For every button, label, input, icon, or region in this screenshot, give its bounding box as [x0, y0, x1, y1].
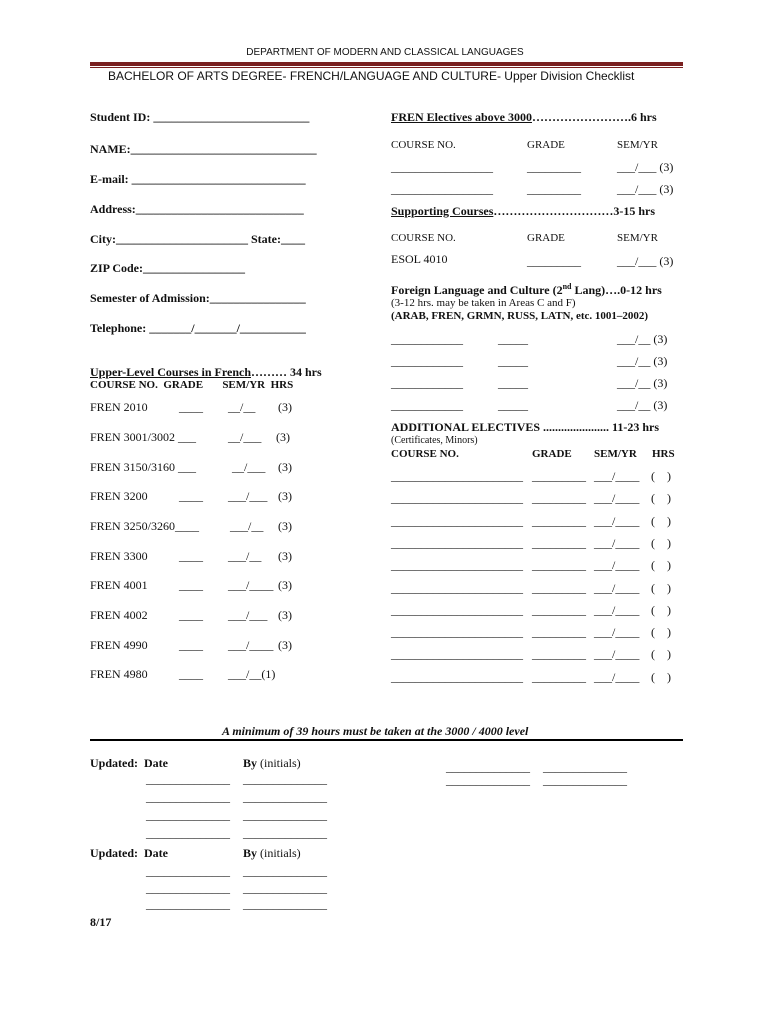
- by-text: By: [243, 846, 258, 860]
- col-hrs: HRS: [652, 448, 675, 460]
- col-grade: GRADE: [527, 232, 565, 244]
- grade-blank[interactable]: _________: [532, 469, 586, 483]
- date-blank[interactable]: ______________: [146, 864, 230, 878]
- fren-electives-title: [391, 110, 657, 125]
- hours: (3): [276, 430, 290, 444]
- header-accent-rule: [90, 62, 683, 66]
- course-no-blank[interactable]: ____________: [391, 332, 463, 346]
- col-sem-yr: SEM/YR: [617, 232, 658, 244]
- col-course-no: COURSE NO.: [391, 448, 459, 460]
- sem-yr-blank[interactable]: ___/___ (3): [617, 182, 674, 196]
- course-no: FREN 4990: [90, 638, 148, 652]
- course-no: FREN 3300: [90, 549, 148, 563]
- grade-blank[interactable]: _________: [532, 558, 586, 572]
- hours: (3): [278, 519, 292, 533]
- grade-blank[interactable]: _________: [532, 670, 586, 684]
- grade-blank[interactable]: _________: [527, 182, 581, 196]
- course-no-blank[interactable]: ______________________: [391, 603, 523, 617]
- hours-blank[interactable]: ( ): [651, 514, 671, 528]
- supporting-courses-title: [391, 204, 655, 219]
- department-heading: DEPARTMENT OF MODERN AND CLASSICAL LANGUAGES: [246, 47, 524, 58]
- initials-blank[interactable]: ______________: [243, 808, 327, 822]
- grade-blank[interactable]: _________: [532, 491, 586, 505]
- course-no-blank[interactable]: ______________________: [391, 647, 523, 661]
- city-state-field[interactable]: City:______________________ State:____: [90, 232, 305, 246]
- col-course-no: COURSE NO.: [391, 139, 456, 151]
- hours: (3): [278, 578, 292, 592]
- hours-blank[interactable]: ( ): [651, 625, 671, 639]
- grade-blank[interactable]: ____: [179, 400, 203, 414]
- hours: (3): [278, 489, 292, 503]
- hours-blank[interactable]: ( ): [651, 558, 671, 572]
- sem-yr-blank[interactable]: ___/__ (3): [617, 376, 668, 390]
- sem-yr-blank[interactable]: ___/__ (3): [617, 398, 668, 412]
- initials-blank[interactable]: ______________: [543, 773, 627, 787]
- course-no-blank[interactable]: ______________________: [391, 670, 523, 684]
- header-thin-rule: [90, 67, 683, 68]
- hours: (3): [278, 549, 292, 563]
- date-blank[interactable]: ______________: [446, 773, 530, 787]
- initials-blank[interactable]: ______________: [243, 826, 327, 840]
- sem-yr-blank[interactable]: __/__: [228, 400, 256, 414]
- semester-admission-field[interactable]: Semester of Admission:________________: [90, 291, 306, 305]
- sem-yr-blank[interactable]: ___/__ (3): [617, 332, 668, 346]
- foreign-language-note: (3-12 hrs. may be taken in Areas C and F): [391, 297, 576, 309]
- date-blank[interactable]: ______________: [146, 826, 230, 840]
- date-blank[interactable]: ______________: [146, 897, 230, 911]
- course-no: ESOL 4010: [391, 252, 448, 266]
- sem-yr-blank[interactable]: __/___: [228, 430, 262, 444]
- updated-text: Updated:: [90, 846, 139, 860]
- sem-yr-blank[interactable]: ___/____: [594, 514, 640, 528]
- upper-level-columns: COURSE NO. GRADE SEM/YR HRS: [90, 379, 294, 391]
- sem-yr-blank[interactable]: ___/____: [594, 603, 640, 617]
- date-blank[interactable]: ______________: [146, 772, 230, 786]
- updated-label: [90, 756, 168, 771]
- sem-yr-blank[interactable]: ___/___: [228, 489, 268, 503]
- initials-blank[interactable]: ______________: [243, 897, 327, 911]
- grade-blank[interactable]: ____: [179, 489, 203, 503]
- grade-blank[interactable]: ____: [179, 638, 203, 652]
- course-no-blank[interactable]: _________________: [391, 182, 493, 196]
- course-no-blank[interactable]: ______________________: [391, 558, 523, 572]
- grade-blank[interactable]: ____: [179, 549, 203, 563]
- foreign-language-title-a: Foreign Language and Culture (2: [391, 283, 563, 297]
- sem-yr-blank[interactable]: ___/__(1): [228, 667, 276, 681]
- updated-text: Updated:: [90, 756, 139, 770]
- course-no-blank[interactable]: ______________________: [391, 625, 523, 639]
- sem-yr-blank[interactable]: ___/___ (3): [617, 254, 674, 268]
- grade-blank[interactable]: _________: [527, 160, 581, 174]
- date-blank[interactable]: ______________: [146, 790, 230, 804]
- sem-yr-blank[interactable]: ___/____: [594, 469, 640, 483]
- address-field[interactable]: Address:____________________________: [90, 202, 304, 216]
- hours-blank[interactable]: ( ): [651, 469, 671, 483]
- grade-blank[interactable]: _____: [498, 354, 528, 368]
- grade-blank[interactable]: _________: [532, 647, 586, 661]
- hours-blank[interactable]: ( ): [651, 647, 671, 661]
- upper-level-title-hours: ……… 34 hrs: [251, 365, 322, 379]
- course-no-blank[interactable]: ____________: [391, 376, 463, 390]
- initials-blank[interactable]: ______________: [243, 864, 327, 878]
- col-grade: GRADE: [532, 448, 572, 460]
- hours: (3): [278, 638, 292, 652]
- by-label-2: [243, 846, 301, 861]
- hours-blank[interactable]: ( ): [651, 581, 671, 595]
- hours-blank[interactable]: ( ): [651, 670, 671, 684]
- sem-yr-blank[interactable]: ___/___ (3): [617, 160, 674, 174]
- sem-yr-blank[interactable]: ___/____: [594, 558, 640, 572]
- hours-blank[interactable]: ( ): [651, 491, 671, 505]
- telephone-field[interactable]: Telephone: _______/_______/___________: [90, 321, 306, 335]
- sem-yr-blank[interactable]: ___/____: [594, 670, 640, 684]
- course-no-blank[interactable]: ______________________: [391, 469, 523, 483]
- course-no-blank[interactable]: ____________: [391, 354, 463, 368]
- grade-blank[interactable]: _____: [498, 332, 528, 346]
- grade-blank[interactable]: _________: [532, 603, 586, 617]
- col-sem-yr: SEM/YR: [617, 139, 658, 151]
- grade-blank[interactable]: _________: [532, 581, 586, 595]
- grade-blank[interactable]: _________: [532, 514, 586, 528]
- grade-blank[interactable]: _________: [532, 536, 586, 550]
- form-date-code: 8/17: [90, 915, 112, 929]
- foreign-language-title-sup: nd: [562, 282, 572, 291]
- fren-electives-title-hours: …………………….6 hrs: [531, 110, 657, 124]
- col-grade: GRADE: [527, 139, 565, 151]
- foreign-language-title-b: Lang)….0-12 hrs: [571, 283, 662, 297]
- upper-level-title-main: Upper-Level Courses in French: [90, 365, 251, 379]
- foreign-language-title: [391, 282, 662, 298]
- col-sem-yr: SEM/YR: [594, 448, 637, 460]
- initials-blank[interactable]: ______________: [243, 881, 327, 895]
- sem-yr-blank[interactable]: __/___: [232, 460, 266, 474]
- fren-electives-title-main: FREN Electives above 3000: [391, 110, 532, 124]
- grade-blank[interactable]: ____: [179, 608, 203, 622]
- course-no: FREN 3001/3002 ___: [90, 430, 197, 444]
- supporting-courses-title-hours: …………………………3-15 hrs: [493, 204, 656, 218]
- date-label: Date: [144, 756, 169, 770]
- date-blank[interactable]: ______________: [146, 808, 230, 822]
- course-no-blank[interactable]: ______________________: [391, 514, 523, 528]
- date-label: Date: [144, 846, 169, 860]
- course-no-blank[interactable]: _________________: [391, 160, 493, 174]
- initials-text: (initials): [260, 756, 301, 770]
- sem-yr-blank[interactable]: ___/____: [594, 491, 640, 505]
- initials-text: (initials): [260, 846, 301, 860]
- course-no: FREN 3250/3260____: [90, 519, 200, 533]
- course-no: FREN 3200: [90, 489, 148, 503]
- course-no: FREN 4002: [90, 608, 148, 622]
- initials-blank[interactable]: ______________: [243, 790, 327, 804]
- course-no-blank[interactable]: ______________________: [391, 581, 523, 595]
- grade-blank[interactable]: _________: [532, 625, 586, 639]
- course-no-blank[interactable]: ______________________: [391, 536, 523, 550]
- grade-blank[interactable]: ____: [179, 667, 203, 681]
- date-blank[interactable]: ______________: [146, 881, 230, 895]
- initials-blank[interactable]: ______________: [243, 772, 327, 786]
- note-rule: [90, 739, 683, 741]
- sem-yr-blank[interactable]: ___/____: [228, 638, 274, 652]
- email-field[interactable]: E-mail: _____________________________: [90, 172, 306, 186]
- initials-blank[interactable]: ______________: [543, 760, 627, 774]
- minimum-hours-note: A minimum of 39 hours must be taken at the 3000 / 4000 level: [222, 724, 529, 738]
- course-no-blank[interactable]: ____________: [391, 398, 463, 412]
- additional-electives-title: ADDITIONAL ELECTIVES ...................... 11-23 hrs: [391, 420, 660, 434]
- student-id-field[interactable]: Student ID: __________________________: [90, 110, 310, 124]
- hours: (3): [278, 400, 292, 414]
- course-no: FREN 4980: [90, 667, 148, 681]
- page-title: BACHELOR OF ARTS DEGREE- FRENCH/LANGUAGE AND CULTURE- Upper Division Checklist: [108, 69, 635, 83]
- sem-yr-blank[interactable]: ___/____: [228, 578, 274, 592]
- updated-label-2: [90, 846, 168, 861]
- hours: (3): [278, 460, 292, 474]
- grade-blank[interactable]: ____: [179, 578, 203, 592]
- hours-blank[interactable]: ( ): [651, 536, 671, 550]
- grade-blank[interactable]: _________: [527, 254, 581, 268]
- date-blank[interactable]: ______________: [446, 760, 530, 774]
- course-no-blank[interactable]: ______________________: [391, 491, 523, 505]
- sem-yr-blank[interactable]: ___/__ (3): [617, 354, 668, 368]
- sem-yr-blank[interactable]: ___/____: [594, 536, 640, 550]
- course-no: FREN 3150/3160 ___: [90, 460, 197, 474]
- course-no: FREN 4001: [90, 578, 148, 592]
- additional-electives-subtitle: (Certificates, Minors): [391, 435, 478, 446]
- sem-yr-blank[interactable]: ___/__: [228, 549, 262, 563]
- col-course-no: COURSE NO.: [391, 232, 456, 244]
- upper-level-title: [90, 365, 322, 380]
- supporting-courses-title-main: Supporting Courses: [391, 204, 494, 218]
- sem-yr-blank[interactable]: ___/___: [228, 608, 268, 622]
- grade-blank[interactable]: _____: [498, 398, 528, 412]
- sem-yr-blank[interactable]: ___/____: [594, 581, 640, 595]
- zip-field[interactable]: ZIP Code:_________________: [90, 261, 246, 275]
- sem-yr-blank[interactable]: ___/____: [594, 647, 640, 661]
- course-no: FREN 2010: [90, 400, 148, 414]
- foreign-language-languages: (ARAB, FREN, GRMN, RUSS, LATN, etc. 1001–2002): [391, 310, 649, 322]
- grade-blank[interactable]: _____: [498, 376, 528, 390]
- sem-yr-blank[interactable]: ___/__: [230, 519, 264, 533]
- hours-blank[interactable]: ( ): [651, 603, 671, 617]
- by-text: By: [243, 756, 258, 770]
- name-field[interactable]: NAME:_______________________________: [90, 142, 317, 156]
- hours: (3): [278, 608, 292, 622]
- sem-yr-blank[interactable]: ___/____: [594, 625, 640, 639]
- by-label: [243, 756, 301, 771]
